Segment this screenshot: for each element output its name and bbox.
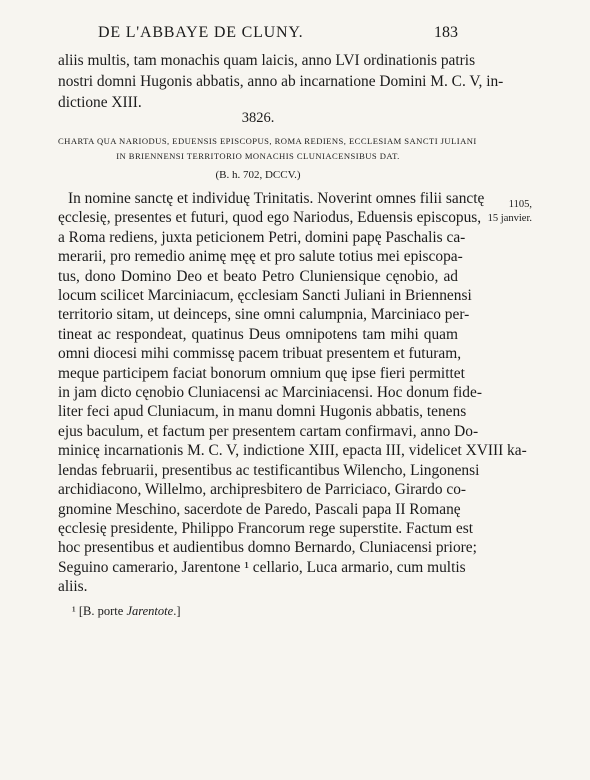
rubric-line: CHARTA QUA NARIODUS, EDUENSIS EPISCOPUS, ROMA REDIENS, ECCLESIAM SANCTI JULIANI: [58, 136, 477, 146]
text-line: ejus baculum, et factum per presentem cartam confirmavi, anno Do-: [58, 422, 479, 440]
running-title: DE L'ABBAYE DE CLUNY.: [98, 24, 304, 41]
page-number: 183: [434, 24, 458, 41]
charter-number: 3826.: [241, 110, 275, 126]
previous-charter-ending: [58, 50, 504, 113]
text-line: territorio sitam, ut deinceps, sine omni calumpnia, Marciniaco per-: [58, 306, 470, 324]
text-line: aliis.: [58, 578, 88, 596]
text-line: tus, dono Domino Deo et beato Petro Cluniensique cęnobio, ad: [58, 267, 458, 285]
text-line: lendas februarii, presentibus ac testificantibus Wilencho, Lingonensi: [58, 461, 480, 479]
rubric-line: IN BRIENNENSI TERRITORIO MONACHIS CLUNIACENSIBUS DAT.: [116, 151, 400, 161]
text-line: ęcclesię, presentes et futuri, quod ego Nariodus, Eduensis episcopus,: [58, 209, 482, 227]
text-line: archidiacono, Willelmo, archipresbitero de Parriciaco, Girardo co-: [58, 481, 467, 499]
footnote-text: [B. porte: [78, 604, 127, 618]
text-line: minicę incarnationis M. C. V, indictione XIII, epacta III, videlicet XVIII ka-: [58, 442, 527, 460]
source-reference: (B. h. 702, DCCV.): [215, 169, 301, 181]
marginal-date-day: 15 janvier.: [487, 213, 532, 224]
text-line: gnomine Meschino, sacerdote de Paredo, Pascali papa II Romanę: [58, 500, 461, 518]
text-line: nostri domni Hugonis abbatis, anno ab incarnatione Domini M. C. V, in-: [58, 73, 504, 90]
footnote-marker: ¹: [72, 604, 76, 618]
text-line: tineat ac respondeat, quatinus Deus omnipotens tam mihi quam: [58, 325, 458, 343]
text-line: Seguino camerario, Jarentone ¹ cellario, Luca armario, cum multis: [58, 558, 466, 576]
text-line: ęcclesię presidente, Philippo Francorum rege superstite. Factum est: [58, 519, 473, 537]
text-line: hoc presentibus et audientibus domno Bernardo, Cluniacensi priore;: [58, 539, 477, 557]
text-line: omni diocesi mihi commissę pacem tribuat presentem et futuram,: [58, 345, 462, 363]
text-line: in jam dicto cęnobio Cluniacensi ac Marciniacensi. Hoc donum fide-: [58, 384, 482, 402]
charter-rubric: [58, 134, 477, 164]
marginal-date-year: 1105,: [508, 199, 532, 210]
text-line: merarii, pro remedio animę męę et pro salute totius mei episcopa-: [58, 248, 463, 266]
text-line: aliis multis, tam monachis quam laicis, anno LVI ordinationis patris: [58, 52, 476, 69]
footnote-italic-word: Jarentote: [126, 604, 174, 618]
footnote: [72, 604, 452, 619]
text-line: locum scilicet Marciniacum, ęcclesiam Sancti Juliani in Briennensi: [58, 287, 472, 305]
footnote-text-end: .]: [173, 604, 181, 618]
text-line: liter feci apud Cluniacum, in manu domni Hugonis abbatis, tenens: [58, 403, 467, 421]
text-line: In nomine sanctę et individuę Trinitatis. Noverint omnes filii sanctę: [68, 190, 485, 207]
text-line: dictione XIII.: [58, 94, 142, 111]
text-line: a Roma rediens, juxta peticionem Petri, domini papę Paschalis ca-: [58, 228, 466, 246]
text-line: meque participem faciat bonorum omnium quę ipse fieri permittet: [58, 364, 465, 382]
